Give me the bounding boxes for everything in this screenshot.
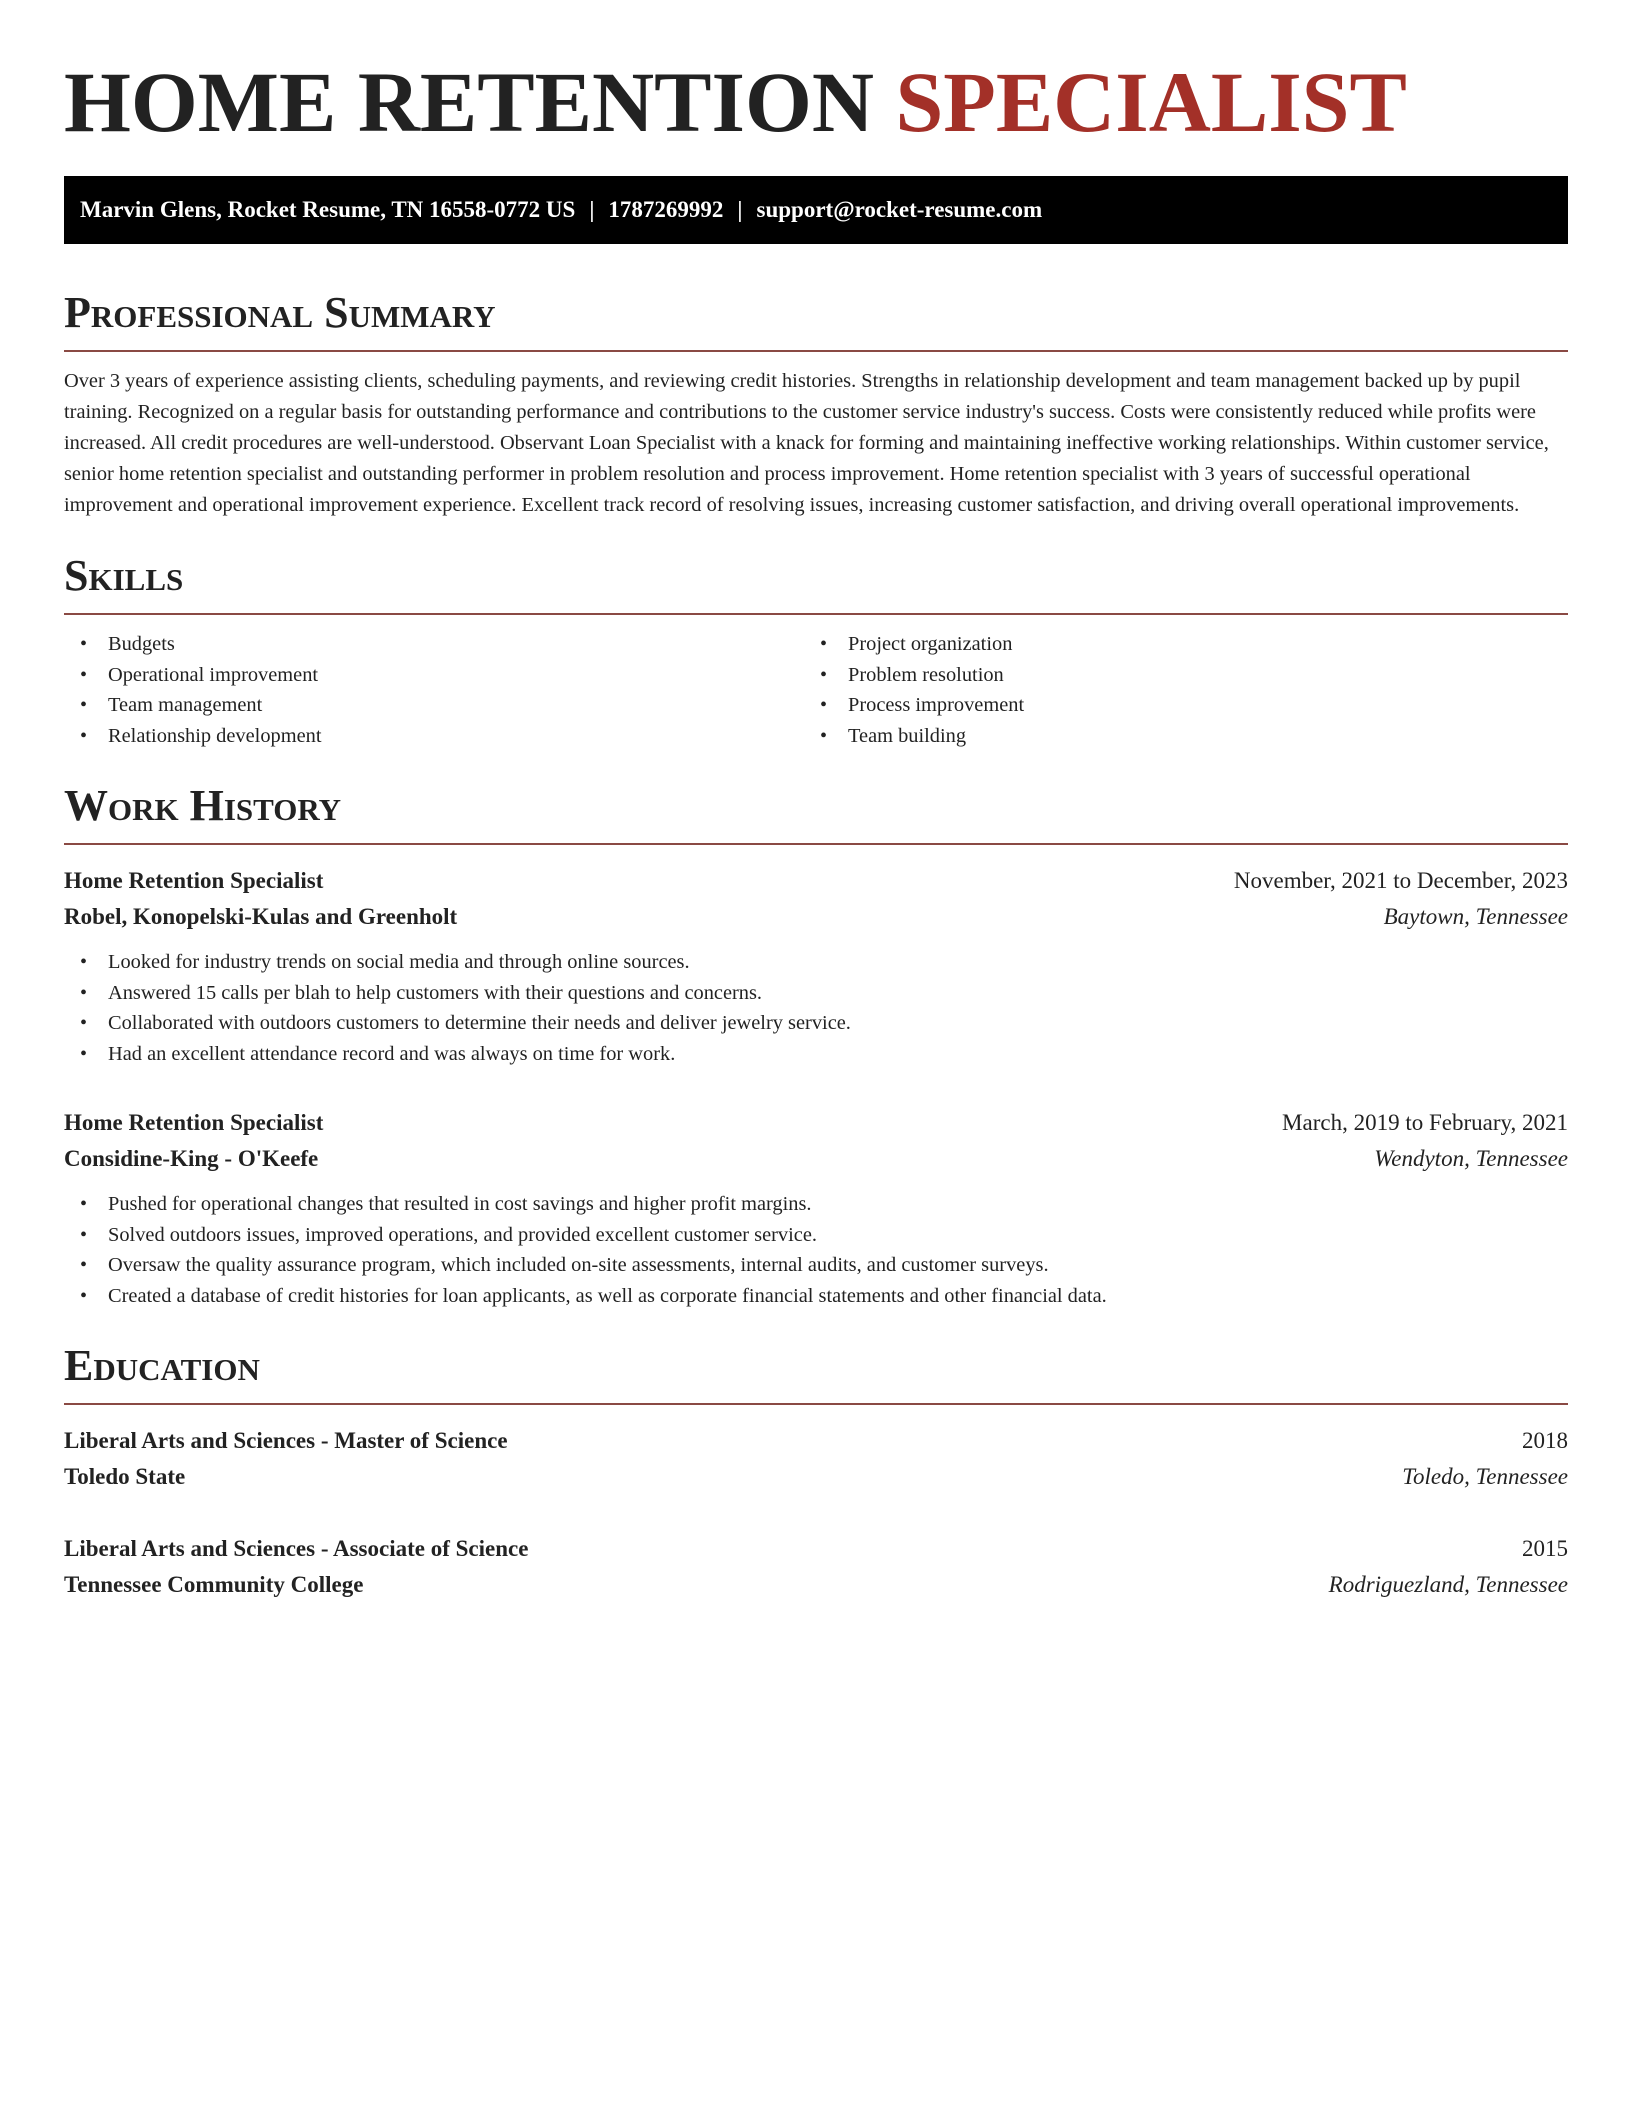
skills-heading: Skills bbox=[64, 551, 184, 600]
job-location: Baytown, Tennessee bbox=[1383, 904, 1568, 929]
education-entry bbox=[64, 1531, 1568, 1603]
job-bullet: • Solved outdoors issues, improved operations, and provided excellent customer service. bbox=[64, 1220, 1568, 1251]
skills-right-column bbox=[804, 629, 1544, 751]
education-heading: Education bbox=[64, 1341, 260, 1390]
skill-item: • Process improvement bbox=[804, 690, 1544, 721]
section-divider bbox=[64, 1403, 1568, 1405]
education-location: Rodriguezland, Tennessee bbox=[1328, 1572, 1568, 1597]
job-bullet: • Oversaw the quality assurance program, which included on-site assessments, internal audits, and customer surveys. bbox=[64, 1250, 1568, 1281]
job-title: Home Retention Specialist bbox=[64, 868, 324, 893]
education-school-row bbox=[64, 1567, 1568, 1603]
section-divider bbox=[64, 843, 1568, 845]
contact-separator: | bbox=[737, 197, 743, 222]
title-main: HOME RETENTION bbox=[64, 54, 874, 150]
job-entry bbox=[64, 863, 1568, 1069]
job-bullets bbox=[64, 1189, 1568, 1311]
job-bullet: • Collaborated with outdoors customers to determine their needs and deliver jewelry service. bbox=[64, 1008, 1568, 1039]
skill-item: • Relationship development bbox=[64, 721, 804, 752]
work-section bbox=[64, 781, 1568, 1311]
job-company: Considine-King - O'Keefe bbox=[64, 1146, 319, 1171]
section-divider bbox=[64, 613, 1568, 615]
skill-item: • Budgets bbox=[64, 629, 804, 660]
job-header-row bbox=[64, 863, 1568, 899]
job-bullets bbox=[64, 947, 1568, 1069]
skills-section bbox=[64, 551, 1568, 751]
contact-address: Marvin Glens, Rocket Resume, TN 16558-0772 US bbox=[80, 197, 576, 222]
education-degree: Liberal Arts and Sciences - Associate of Science bbox=[64, 1536, 529, 1561]
job-bullet: • Looked for industry trends on social media and through online sources. bbox=[64, 947, 1568, 978]
education-section bbox=[64, 1341, 1568, 1603]
job-title: Home Retention Specialist bbox=[64, 1110, 324, 1135]
job-bullet: • Had an excellent attendance record and was always on time for work. bbox=[64, 1039, 1568, 1070]
job-header-row bbox=[64, 1105, 1568, 1141]
education-header-row bbox=[64, 1531, 1568, 1567]
summary-section bbox=[64, 288, 1568, 521]
contact-separator: | bbox=[589, 197, 595, 222]
skill-item: • Operational improvement bbox=[64, 660, 804, 691]
job-dates: March, 2019 to February, 2021 bbox=[1282, 1110, 1568, 1135]
education-location: Toledo, Tennessee bbox=[1402, 1464, 1568, 1489]
skills-left-column bbox=[64, 629, 804, 751]
contact-email: support@rocket-resume.com bbox=[756, 197, 1043, 222]
skill-item: • Team management bbox=[64, 690, 804, 721]
education-school: Toledo State bbox=[64, 1464, 186, 1489]
education-year: 2018 bbox=[1522, 1428, 1568, 1453]
education-school-row bbox=[64, 1459, 1568, 1495]
job-bullet: • Pushed for operational changes that resulted in cost savings and higher profit margins. bbox=[64, 1189, 1568, 1220]
contact-bar bbox=[64, 176, 1568, 244]
contact-phone: 1787269992 bbox=[608, 197, 724, 222]
job-company-row bbox=[64, 899, 1568, 935]
skill-item: • Team building bbox=[804, 721, 1544, 752]
education-school: Tennessee Community College bbox=[64, 1572, 364, 1597]
summary-text: Over 3 years of experience assisting clients, scheduling payments, and reviewing credit histories. Strengths in relationship development and team management backed up by pupil training. Recognized on a regular basis for outstanding performance and contributions to the customer service industry's success. Costs were consistently reduced while profits were increased. All credit procedures are well-understood. Observant Loan Specialist with a knack for forming and maintaining ineffective working relationships. Within customer service, senior home retention specialist and outstanding performer in problem resolution and process improvement. Home retention specialist with 3 years of successful operational improvement and operational improvement experience. Excellent track record of resolving issues, increasing customer satisfaction, and driving overall operational improvements. bbox=[64, 370, 1549, 516]
education-header-row bbox=[64, 1423, 1568, 1459]
title-accent: SPECIALIST bbox=[895, 54, 1407, 150]
skills-columns bbox=[64, 629, 1568, 751]
education-degree: Liberal Arts and Sciences - Master of Science bbox=[64, 1428, 508, 1453]
job-bullet: • Created a database of credit histories for loan applicants, as well as corporate financial statements and other financial data. bbox=[64, 1281, 1568, 1312]
work-heading: Work History bbox=[64, 781, 342, 830]
skill-item: • Problem resolution bbox=[804, 660, 1544, 691]
education-entry bbox=[64, 1423, 1568, 1495]
job-company: Robel, Konopelski-Kulas and Greenholt bbox=[64, 904, 458, 929]
job-bullet: • Answered 15 calls per blah to help customers with their questions and concerns. bbox=[64, 978, 1568, 1009]
skill-item: • Project organization bbox=[804, 629, 1544, 660]
job-entry bbox=[64, 1105, 1568, 1311]
section-divider bbox=[64, 350, 1568, 352]
job-location: Wendyton, Tennessee bbox=[1374, 1146, 1568, 1171]
summary-heading: Professional Summary bbox=[64, 288, 496, 337]
education-year: 2015 bbox=[1522, 1536, 1568, 1561]
resume-title bbox=[64, 52, 1568, 152]
job-dates: November, 2021 to December, 2023 bbox=[1233, 868, 1568, 893]
job-company-row bbox=[64, 1141, 1568, 1177]
